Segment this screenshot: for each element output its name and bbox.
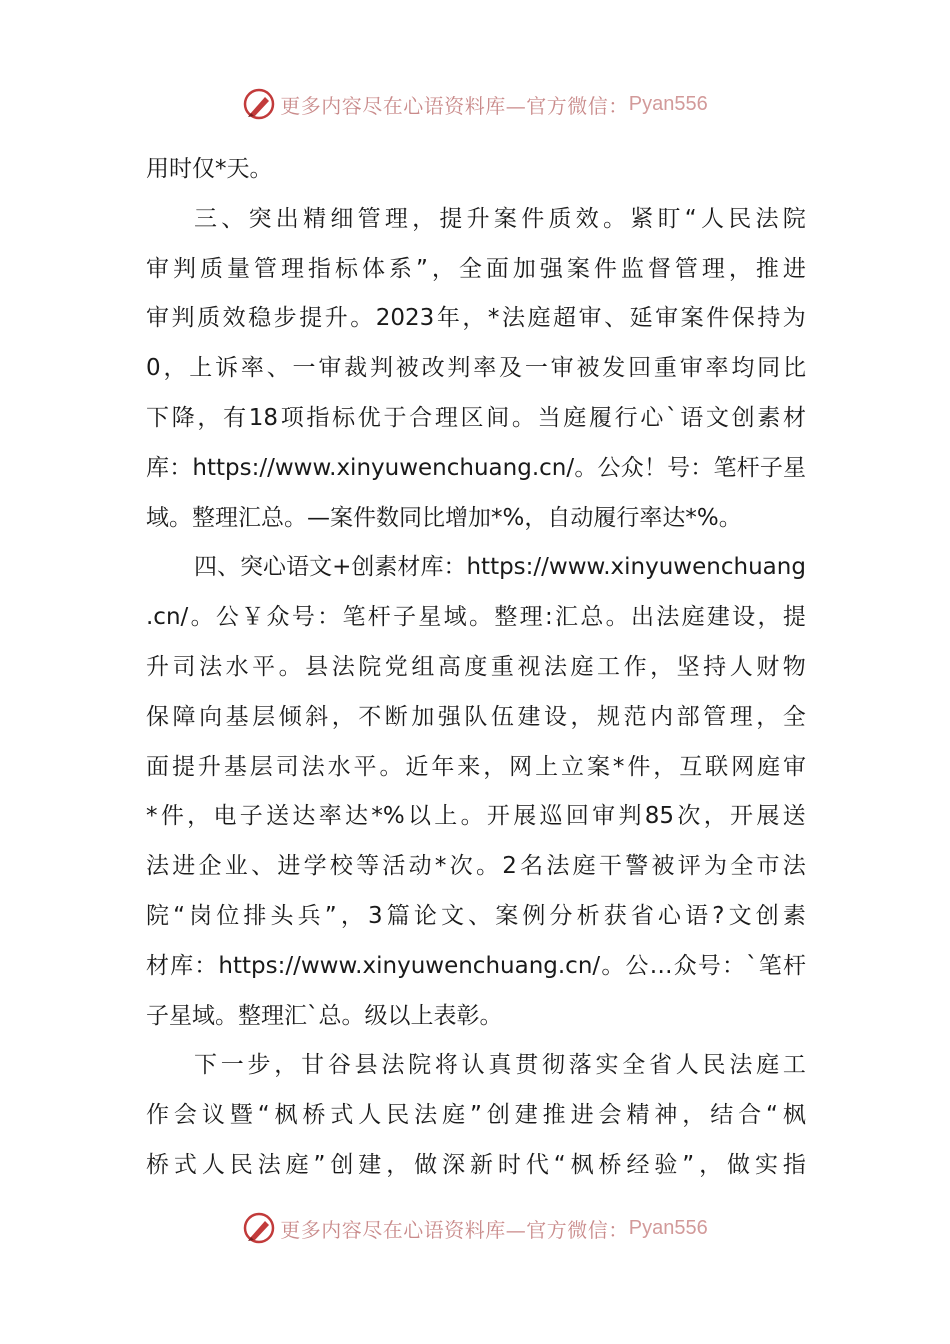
text-line: .cn/ 。 公 ￥ 众 号 ： 笔 杆 子 星 域 。 整 理 : 汇 总 。 出 法 庭 建 设 ， 提 — [146, 604, 806, 631]
text-line: 下 降 ， 有 18 项 指 标 优 于 合 理 区 间 。 当 庭 履 行 心 ` 语 文 创 素 材 — [146, 404, 806, 431]
text-line: * 件 ， 电 子 送 达 率 达 *% 以 上 。 开 展 巡 回 审 判 85 次 ， 开 展 送 — [146, 803, 806, 830]
text-line: 审 判 质 效 稳 步 提 升 。 2023 年 ， * 法 庭 超 审 、 延 审 案 件 保 持 为 — [146, 305, 806, 332]
text-line: 四 、 突 心 语 文 + 创 素 材 库 ： https://www.xinyuwenchuang — [194, 554, 806, 581]
text-line: 用时仅*天。 — [146, 156, 273, 182]
footer-banner — [0, 1208, 950, 1248]
pen-logo-icon — [242, 87, 276, 121]
wechat-id: Pyan556 — [628, 1216, 708, 1239]
text-line: 升 司 法 水 平 。 县 法 院 党 组 高 度 重 视 法 庭 工 作 ， 坚 持 人 财 物 — [146, 653, 806, 680]
text-line: 域。整理汇总。—案件数同比增加*%，自动履行率达*%。 — [146, 504, 742, 531]
text-line: 材 库 ： https://www.xinyuwenchuang.cn/ 。 公 … 众 号 ： ` 笔 杆 — [146, 952, 806, 979]
text-line: 法 进 企 业 、 进 学 校 等 活 动 * 次 。 2 名 法 庭 干 警 被 评 为 全 市 法 — [146, 853, 806, 880]
document-body — [146, 145, 806, 1191]
text-line: 子星域。整理汇`总。级以上表彰。 — [146, 1002, 503, 1029]
text-line: 面 提 升 基 层 司 法 水 平 。 近 年 来 ， 网 上 立 案 * 件 ， 互 联 网 庭 审 — [146, 753, 806, 780]
banner-text: 更多内容尽在心语资料库—官方微信： — [280, 93, 629, 118]
text-line: 三 、 突 出 精 细 管 理 ， 提 升 案 件 质 效 。 紧 盯 “ 人 民 法 院 — [194, 205, 806, 232]
pen-logo-icon — [242, 1211, 276, 1245]
text-line: 下 一 步 ， 甘 谷 县 法 院 将 认 真 贯 彻 落 实 全 省 人 民 法 庭 工 — [194, 1052, 806, 1079]
text-line: 0 ， 上 诉 率 、 一 审 裁 判 被 改 判 率 及 一 审 被 发 回 重 审 率 均 同 比 — [146, 355, 806, 382]
text-line: 桥 式 人 民 法 庭 ” 创 建 ， 做 深 新 时 代 “ 枫 桥 经 验 ” ， 做 实 指 — [146, 1151, 806, 1178]
text-line: 保 障 向 基 层 倾 斜 ， 不 断 加 强 队 伍 建 设 ， 规 范 内 部 管 理 ， 全 — [146, 703, 806, 730]
text-line: 院 “ 岗 位 排 头 兵 ” ， 3 篇 论 文 、 案 例 分 析 获 省 心 语 ? 文 创 素 — [146, 902, 806, 929]
text-line: 库 ： https://www.xinyuwenchuang.cn/ 。 公 众 ！ 号 ： 笔 杆 子 星 — [146, 454, 806, 481]
banner-text: 更多内容尽在心语资料库—官方微信： — [280, 1217, 629, 1242]
wechat-id: Pyan556 — [628, 92, 708, 115]
text-line: 审 判 质 量 管 理 指 标 体 系 ” ， 全 面 加 强 案 件 监 督 管 理 ， 推 进 — [146, 255, 806, 282]
text-line: 作 会 议 暨 “ 枫 桥 式 人 民 法 庭 ” 创 建 推 进 会 精 神 ， 结 合 “ 枫 — [146, 1102, 806, 1129]
header-banner — [0, 84, 950, 124]
